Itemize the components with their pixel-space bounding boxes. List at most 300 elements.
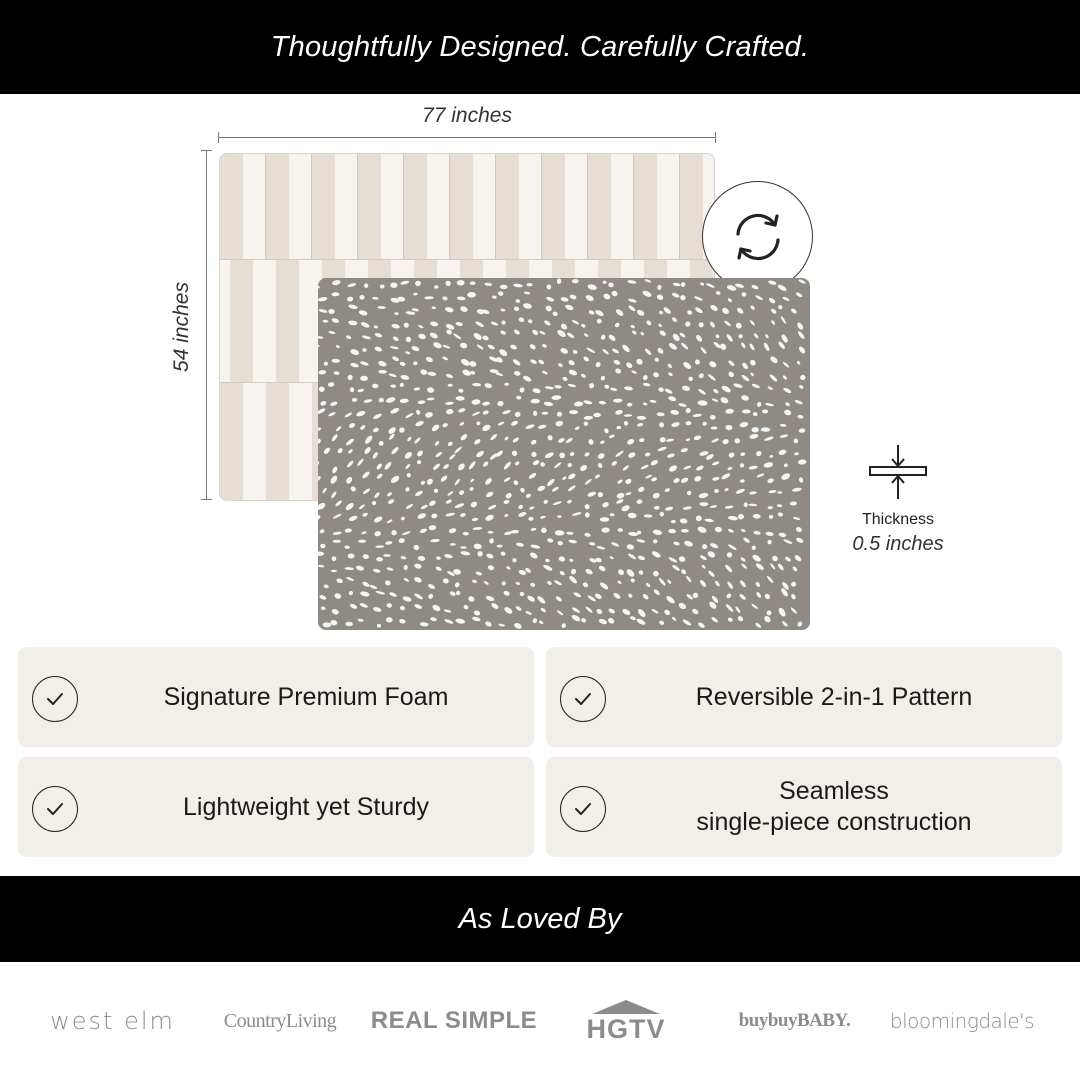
spot	[554, 461, 562, 469]
spot	[486, 553, 494, 560]
spot	[473, 527, 483, 531]
spot	[667, 372, 673, 377]
spot	[709, 304, 718, 313]
spot	[597, 491, 604, 498]
spot	[636, 618, 647, 627]
spot	[489, 538, 495, 544]
spot	[738, 333, 744, 339]
spot	[755, 591, 762, 598]
spot	[350, 362, 359, 368]
spot	[433, 488, 439, 494]
spot	[352, 398, 358, 402]
thickness-label: Thickness	[861, 511, 935, 528]
spot	[347, 553, 354, 558]
spot	[318, 501, 327, 511]
spot	[432, 462, 441, 470]
spot	[449, 590, 456, 596]
spot	[727, 371, 735, 379]
spot	[390, 282, 397, 287]
spot	[510, 420, 518, 427]
spot	[780, 316, 787, 325]
spot	[631, 330, 637, 336]
spot	[331, 608, 339, 615]
spot	[678, 555, 686, 562]
spot	[476, 344, 484, 351]
spot	[529, 506, 535, 510]
spot	[530, 399, 540, 404]
spot	[617, 528, 623, 532]
spot	[671, 292, 680, 299]
spot	[415, 409, 421, 415]
spot	[418, 333, 427, 340]
spot	[790, 308, 797, 315]
spot	[500, 308, 505, 312]
spot	[330, 401, 338, 407]
spot	[350, 485, 357, 492]
spot	[399, 361, 406, 366]
spot	[427, 387, 435, 393]
hgtv-roof-icon	[592, 1000, 660, 1014]
spot	[761, 427, 771, 432]
spot	[532, 618, 538, 624]
spot	[755, 562, 765, 571]
spot	[653, 588, 661, 596]
spot	[617, 568, 625, 576]
spot	[566, 532, 573, 536]
spot	[435, 566, 443, 572]
spot	[558, 556, 566, 563]
spot	[344, 412, 353, 418]
spot	[739, 421, 749, 428]
spot	[727, 359, 735, 367]
spot	[444, 618, 454, 624]
spot	[484, 514, 494, 522]
spot	[515, 299, 520, 303]
spot	[318, 370, 326, 375]
spot	[668, 556, 678, 563]
spot	[704, 518, 714, 522]
spot	[739, 580, 747, 589]
spot	[394, 312, 399, 315]
spot	[664, 388, 673, 395]
spot	[667, 363, 673, 369]
spot	[637, 422, 644, 427]
spot	[587, 283, 597, 291]
spot	[445, 499, 452, 505]
spot	[628, 512, 637, 518]
spot	[665, 595, 676, 605]
spot	[530, 544, 540, 549]
spot	[699, 450, 709, 456]
spot	[611, 541, 620, 547]
spot	[504, 513, 509, 517]
spot	[614, 367, 622, 374]
spot	[584, 478, 592, 485]
spot	[644, 348, 652, 356]
spot	[512, 358, 521, 366]
spot	[621, 343, 631, 353]
spot	[684, 320, 691, 327]
spot	[328, 382, 335, 388]
spot	[467, 595, 475, 603]
spot	[625, 361, 633, 369]
spot	[461, 368, 471, 376]
spot	[755, 294, 764, 301]
spot	[470, 478, 475, 483]
spot	[372, 427, 379, 433]
spot	[645, 474, 653, 479]
spot	[529, 343, 537, 350]
spot	[627, 593, 633, 599]
spot	[500, 330, 507, 336]
spot	[582, 355, 590, 362]
spot	[389, 591, 398, 597]
spot	[611, 460, 618, 467]
spot	[472, 332, 483, 342]
spot	[514, 461, 520, 466]
spot	[485, 595, 495, 602]
spot	[574, 401, 584, 407]
spot	[328, 411, 336, 417]
spot	[515, 581, 520, 585]
logo-bloomingdales: bloomingdale's	[889, 1009, 1035, 1033]
spot	[360, 321, 370, 329]
spot	[545, 558, 550, 562]
spot	[652, 371, 659, 378]
spot	[593, 413, 601, 418]
spot	[698, 372, 705, 379]
spot	[348, 422, 356, 429]
spot	[658, 310, 663, 315]
spot	[519, 387, 525, 393]
spot	[798, 384, 804, 389]
spot	[425, 356, 434, 363]
feature-card	[546, 647, 1062, 747]
spot	[650, 459, 659, 466]
spot	[376, 463, 383, 471]
spot	[642, 593, 650, 600]
spot	[764, 436, 774, 442]
spot	[665, 506, 674, 512]
spot	[414, 563, 422, 569]
spot	[725, 603, 734, 612]
spot	[388, 433, 395, 441]
spot	[558, 451, 566, 459]
spot	[417, 512, 427, 520]
spot	[668, 464, 678, 473]
spot	[429, 331, 439, 339]
spot	[643, 382, 651, 387]
spot	[498, 623, 505, 627]
spot	[427, 583, 436, 590]
spot	[562, 476, 567, 480]
spot	[449, 453, 457, 460]
spot	[588, 310, 595, 316]
spot	[332, 531, 342, 535]
spot	[406, 436, 412, 442]
spot	[607, 617, 615, 625]
spot	[751, 545, 757, 551]
spot	[362, 512, 368, 517]
spot	[686, 593, 694, 600]
spot	[678, 403, 687, 408]
spot	[413, 576, 422, 583]
spot	[659, 511, 664, 516]
spot	[568, 575, 578, 585]
spot	[557, 540, 563, 546]
spot	[522, 375, 532, 383]
spot	[589, 542, 596, 546]
height-tick-top	[201, 150, 212, 151]
spot	[530, 359, 538, 365]
spot	[725, 593, 732, 600]
spot	[594, 593, 603, 600]
spot	[431, 423, 441, 432]
spot	[635, 358, 644, 366]
spot	[344, 545, 350, 549]
spot	[671, 520, 676, 524]
spot	[490, 321, 498, 327]
spot	[572, 511, 582, 516]
spot	[571, 606, 580, 613]
spot	[335, 345, 340, 349]
spot	[749, 491, 757, 495]
spot	[346, 576, 355, 582]
spot	[362, 335, 372, 340]
spot	[751, 427, 759, 433]
spot	[798, 477, 804, 484]
spot	[753, 333, 759, 340]
spot	[320, 400, 327, 407]
spot	[472, 616, 481, 622]
spot	[657, 285, 662, 291]
spot	[714, 488, 720, 493]
spot	[554, 385, 561, 389]
spot	[790, 581, 797, 588]
spot	[579, 464, 588, 473]
spot	[363, 446, 372, 455]
spot	[756, 473, 765, 478]
stripe-row	[220, 154, 714, 259]
spot	[658, 387, 665, 393]
logo-west-elm: west elm	[50, 1007, 175, 1035]
spot	[651, 608, 659, 614]
spot	[362, 581, 371, 588]
feature-card	[18, 647, 534, 747]
spot	[701, 564, 706, 569]
spot	[458, 388, 464, 393]
spot	[636, 499, 643, 504]
spot	[414, 592, 424, 600]
spot	[390, 446, 399, 455]
spot	[415, 420, 425, 427]
spot	[546, 296, 555, 303]
spot	[532, 387, 541, 393]
spot	[569, 558, 574, 562]
spot	[356, 410, 366, 418]
spot	[525, 610, 532, 615]
spot	[725, 408, 734, 414]
spot	[444, 306, 454, 313]
spot	[482, 401, 490, 406]
spot	[726, 551, 733, 558]
spot	[694, 358, 701, 365]
height-label: 54 inches	[170, 282, 193, 372]
spot	[765, 531, 774, 536]
spot	[694, 295, 704, 301]
spot	[320, 544, 325, 549]
spot	[487, 564, 494, 571]
spot	[518, 504, 524, 510]
spot	[361, 531, 367, 535]
spot	[663, 609, 671, 617]
spot	[695, 334, 703, 343]
spot	[362, 488, 371, 495]
spot	[733, 383, 743, 389]
spot	[571, 319, 579, 325]
spot	[611, 290, 619, 297]
spot	[530, 582, 536, 587]
spot	[596, 546, 605, 551]
spot	[735, 488, 745, 495]
spot	[426, 477, 434, 486]
spot	[597, 452, 606, 460]
spot	[735, 322, 743, 330]
spot	[399, 618, 406, 624]
spot	[573, 591, 582, 598]
spot	[360, 361, 370, 367]
spot	[557, 437, 565, 444]
spot	[503, 499, 510, 504]
spot	[348, 590, 354, 596]
spot	[519, 487, 525, 493]
spot	[318, 336, 323, 339]
spot	[506, 565, 511, 570]
spot	[777, 563, 785, 572]
spot	[636, 608, 646, 619]
feature-card	[546, 757, 1062, 857]
spot	[328, 309, 335, 315]
spot	[624, 414, 633, 417]
spot	[413, 293, 418, 296]
spot	[498, 291, 504, 296]
spot	[671, 616, 676, 621]
spot	[780, 424, 787, 427]
spot	[542, 412, 549, 415]
spot	[375, 545, 384, 548]
spot	[377, 306, 386, 309]
spot	[580, 373, 586, 379]
spot	[318, 438, 322, 445]
spot	[332, 556, 337, 561]
spot	[526, 283, 532, 286]
spot	[417, 555, 425, 561]
spot	[411, 345, 420, 352]
spot	[569, 451, 575, 457]
spot	[681, 529, 689, 533]
spot	[640, 464, 649, 470]
spot	[492, 295, 497, 299]
logo-real-simple: REAL SIMPLE	[370, 1007, 538, 1034]
spot	[448, 527, 457, 534]
spot	[685, 438, 690, 442]
spot	[686, 309, 693, 315]
spot	[335, 500, 343, 508]
spot	[796, 360, 801, 365]
spot	[603, 427, 609, 434]
spot	[626, 544, 634, 550]
spot	[724, 488, 729, 492]
spot	[597, 462, 603, 469]
spot	[616, 492, 625, 499]
spot	[571, 614, 582, 623]
spot	[330, 491, 337, 499]
check-icon	[560, 786, 606, 832]
spot	[383, 554, 391, 557]
spot	[636, 538, 645, 543]
spot	[771, 555, 779, 563]
spot	[700, 347, 708, 355]
spot	[374, 332, 382, 338]
spot	[386, 567, 393, 571]
spot	[742, 537, 750, 544]
thickness-arrows-icon	[868, 443, 928, 501]
spot	[763, 342, 771, 352]
spot	[318, 344, 320, 348]
spot	[740, 479, 745, 483]
spot	[627, 280, 637, 284]
spot	[420, 622, 429, 627]
spot	[472, 411, 481, 417]
spot	[782, 296, 790, 302]
spot	[543, 401, 553, 407]
spot	[318, 386, 325, 393]
spot	[750, 305, 756, 311]
spot	[332, 359, 341, 363]
spot	[474, 320, 484, 328]
spot	[596, 608, 604, 615]
spot	[721, 472, 732, 480]
spot	[659, 422, 665, 428]
spot	[777, 504, 783, 507]
spot	[372, 413, 382, 420]
spot	[735, 283, 745, 289]
spot	[475, 450, 485, 459]
logo-strip	[0, 962, 1080, 1080]
spot	[671, 564, 680, 572]
spot	[652, 539, 657, 544]
spot	[405, 412, 414, 419]
spot	[564, 304, 574, 312]
spot	[587, 438, 594, 445]
spot	[318, 407, 326, 415]
spot	[498, 348, 508, 358]
spot	[445, 329, 452, 336]
spot	[400, 383, 404, 387]
spot	[373, 568, 381, 573]
spot	[457, 280, 465, 286]
spot	[741, 362, 749, 371]
spot	[487, 531, 493, 534]
check-icon	[32, 786, 78, 832]
spot	[608, 282, 614, 288]
spot	[546, 478, 556, 488]
spot	[642, 290, 653, 299]
spot	[783, 463, 788, 468]
spot	[431, 603, 441, 612]
spot	[448, 384, 453, 387]
spot	[725, 425, 732, 430]
